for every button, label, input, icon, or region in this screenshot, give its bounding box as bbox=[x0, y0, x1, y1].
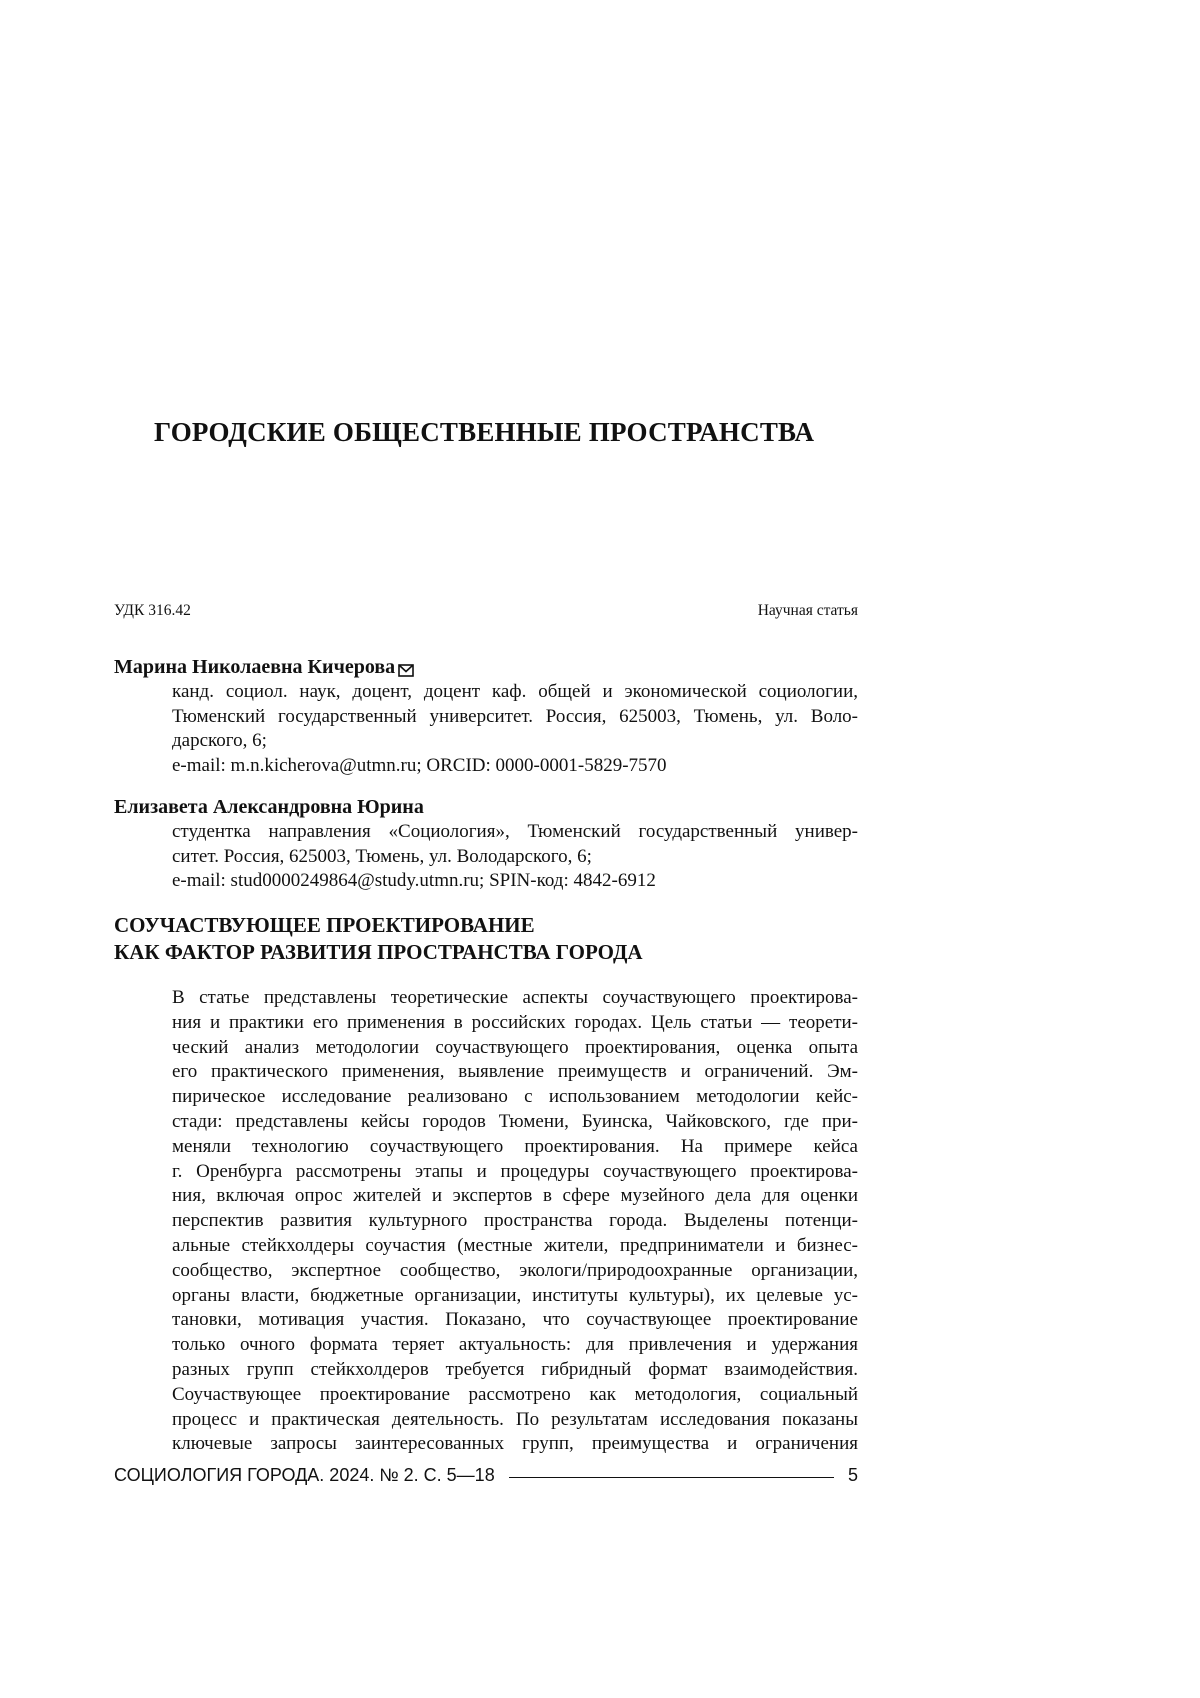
affiliation-line: дарского, 6; bbox=[172, 730, 267, 751]
abstract-line: В статье представлены теоретические аспекты соучаствующего проектирова- bbox=[172, 987, 858, 1008]
article-title-line-1: СОУЧАСТВУЮЩЕЕ ПРОЕКТИРОВАНИЕ bbox=[114, 913, 535, 937]
author-block-2 bbox=[114, 794, 858, 894]
abstract-line: ключевые запросы заинтересованных групп, преимущества и ограничения bbox=[172, 1433, 858, 1455]
abstract-line: перспектив развития культурного пространства города. Выделены потенци- bbox=[172, 1210, 858, 1232]
section-title: ГОРОДСКИЕ ОБЩЕСТВЕННЫЕ ПРОСТРАНСТВА bbox=[154, 417, 815, 447]
author-block-1 bbox=[114, 654, 858, 778]
abstract-line: ческий анализ методологии соучаствующего проектирования, оценка опыта bbox=[172, 1036, 858, 1058]
journal-citation: СОЦИОЛОГИЯ ГОРОДА. 2024. № 2. С. 5—18 bbox=[114, 1465, 495, 1485]
article-type: Научная статья bbox=[757, 602, 858, 619]
page-content bbox=[114, 0, 858, 1698]
envelope-icon bbox=[398, 659, 414, 675]
abstract-line: сообщество, экспертное сообщество, экологи/природоохранные организации, bbox=[172, 1259, 858, 1281]
abstract-line: только очного формата теряет актуальность: для привлечения и удержания bbox=[172, 1334, 858, 1356]
author-name-text: Марина Николаевна Кичерова bbox=[114, 656, 396, 678]
abstract-line: его практического применения, выявление преимуществ и ограничений. Эм- bbox=[172, 1061, 858, 1083]
article-title-line-2: КАК ФАКТОР РАЗВИТИЯ ПРОСТРАНСТВА ГОРОДА bbox=[114, 940, 643, 964]
abstract-line: г. Оренбурга рассмотрены этапы и процедуры соучаствующего проектирова- bbox=[172, 1160, 858, 1182]
affiliation-line: студентка направления «Социология», Тюменский государственный универ- bbox=[172, 821, 858, 842]
author-affiliation-1 bbox=[172, 680, 858, 778]
author-name-text: Елизавета Александровна Юрина bbox=[114, 796, 424, 818]
abstract-line: ния, включая опрос жителей и экспертов в сфере музейного дела для оценки bbox=[172, 1185, 858, 1207]
abstract-line: тановки, мотивация участия. Показано, что соучаствующее проектирование bbox=[172, 1309, 858, 1331]
abstract-line: органы власти, бюджетные организации, институты культуры), их целевые ус- bbox=[172, 1284, 858, 1306]
author-name-1 bbox=[114, 654, 858, 680]
article-meta bbox=[114, 602, 858, 620]
author-contact[interactable]: e-mail: stud0000249864@study.utmn.ru; SPIN-код: 4842-6912 bbox=[172, 870, 656, 891]
abstract-line: разных групп стейкхолдеров требуется гибридный формат взаимодействия. bbox=[172, 1358, 858, 1380]
author-affiliation-2 bbox=[172, 820, 858, 894]
abstract bbox=[172, 986, 858, 1457]
abstract-line: альные стейкхолдеры соучастия (местные жители, предприниматели и бизнес- bbox=[172, 1234, 858, 1256]
article-title bbox=[114, 912, 858, 966]
author-name-2 bbox=[114, 794, 858, 820]
abstract-line: Соучаствующее проектирование рассмотрено как методология, социальный bbox=[172, 1383, 858, 1405]
udc-code: УДК 316.42 bbox=[114, 602, 191, 619]
abstract-line: ния и практики его применения в российских городах. Цель статьи — теорети- bbox=[172, 1011, 858, 1033]
page-footer bbox=[114, 1465, 858, 1486]
author-contact[interactable]: e-mail: m.n.kicherova@utmn.ru; ORCID: 0000-0001-5829-7570 bbox=[172, 754, 667, 776]
footer-rule bbox=[509, 1477, 834, 1478]
abstract-line: меняли технологию соучаствующего проектирования. На примере кейса bbox=[172, 1135, 858, 1157]
affiliation-line: канд. социол. наук, доцент, доцент каф. общей и экономической социологии, bbox=[172, 681, 858, 702]
page-number: 5 bbox=[847, 1465, 858, 1485]
affiliation-line: ситет. Россия, 625003, Тюмень, ул. Володарского, 6; bbox=[172, 845, 592, 867]
abstract-line: стади: представлены кейсы городов Тюмени, Буинска, Чайковского, где при- bbox=[172, 1110, 858, 1132]
abstract-line: пирическое исследование реализовано с использованием методологии кейс- bbox=[172, 1086, 858, 1108]
affiliation-line: Тюменский государственный университет. Россия, 625003, Тюмень, ул. Воло- bbox=[172, 705, 858, 727]
abstract-line: процесс и практическая деятельность. По результатам исследования показаны bbox=[172, 1408, 858, 1430]
